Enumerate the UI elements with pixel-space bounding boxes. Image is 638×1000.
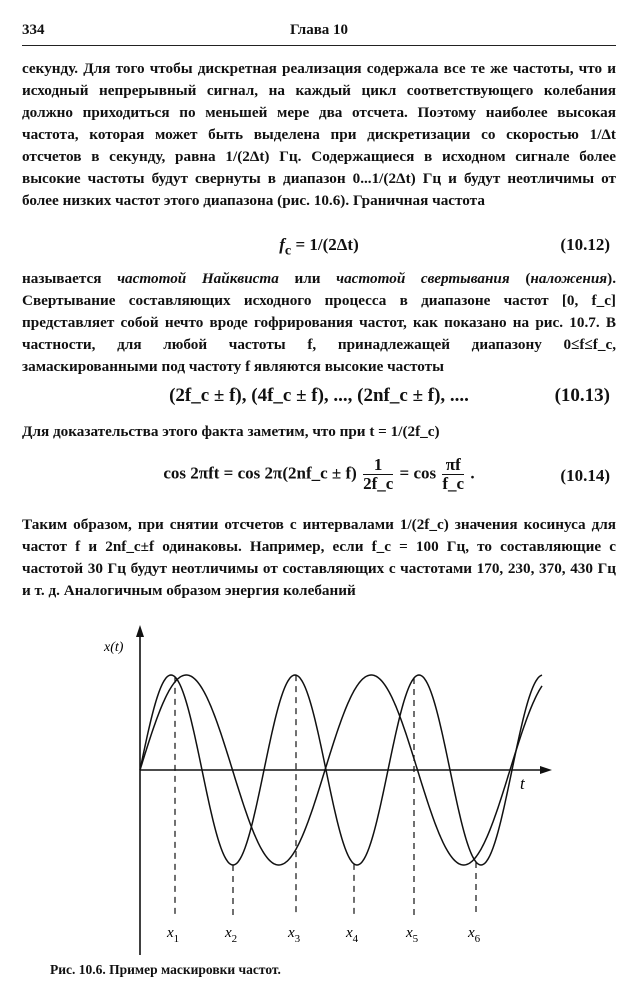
sample-markers bbox=[166, 675, 481, 945]
p2-text-c: ( bbox=[509, 270, 531, 287]
frac1-numerator: 1 bbox=[363, 456, 393, 475]
equation-10-14 bbox=[22, 452, 616, 500]
figure-caption: Рис. 10.6. Пример маскировки частот. bbox=[50, 962, 281, 977]
aliasing-figure bbox=[100, 625, 560, 955]
equation-10-12-tag: (10.12) bbox=[560, 235, 610, 254]
equation-10-14-end: . bbox=[470, 463, 475, 483]
paragraph-2 bbox=[22, 268, 616, 378]
equation-10-12-body bbox=[22, 235, 616, 259]
equation-10-14-frac2 bbox=[442, 456, 464, 493]
frac2-denominator: f_c bbox=[442, 474, 465, 493]
y-axis-arrow bbox=[136, 625, 144, 637]
equation-10-12-lhs-sub: c bbox=[284, 242, 292, 259]
equation-10-14-tag: (10.14) bbox=[560, 466, 610, 485]
frac2-numerator: πf bbox=[442, 456, 464, 475]
y-axis-label: x(t) bbox=[104, 640, 124, 655]
sample-label: $x_3$ bbox=[288, 925, 301, 945]
equation-10-14-mid: = cos bbox=[399, 463, 437, 483]
term-nyquist: частотой Найквиста bbox=[117, 270, 279, 287]
equation-10-14-frac1 bbox=[363, 456, 393, 493]
frac1-denominator: 2f_c bbox=[363, 474, 394, 493]
paragraph-3: Для доказательства этого факта заметим, что при t = 1/(2f_c) bbox=[22, 423, 440, 440]
x-axis-arrow bbox=[540, 766, 552, 774]
term-folding: частотой свертывания bbox=[336, 270, 510, 287]
sample-label-subscript: 3 bbox=[294, 933, 301, 945]
sample-label-subscript: 1 bbox=[173, 933, 180, 945]
p2-text-a: называется bbox=[22, 270, 118, 287]
sample-label-subscript: 4 bbox=[352, 933, 359, 945]
sample-label-subscript: 6 bbox=[474, 933, 481, 945]
equation-10-12 bbox=[22, 235, 616, 263]
equation-10-14-body bbox=[22, 456, 616, 493]
equation-10-13 bbox=[22, 385, 616, 413]
sample-label: $x_2$ bbox=[225, 925, 238, 945]
sample-label-subscript: 2 bbox=[231, 933, 238, 945]
paragraph-4: Таким образом, при снятии отсчетов с интервалами 1/(2f_c) значения косинуса для частот f и 2nf_c±f одинаковы. Например, если f_c = 100 Гц, то составляющие с частотой 30 Гц будут неотличимы от составляющих с частотами 170, 230, 370, 430 Гц и т. д. Аналогичным образом энергия колебаний bbox=[22, 516, 616, 599]
sample-label: $x_6$ bbox=[468, 925, 481, 945]
sample-label: $x_5$ bbox=[406, 925, 419, 945]
x-axis-label: t bbox=[520, 774, 525, 793]
equation-10-14-left: cos 2πft = cos 2π(2nf_c ± f) bbox=[163, 463, 357, 483]
page-number: 334 bbox=[22, 22, 45, 38]
p2-text-d: ). Свертывание составляющих исходного процесса в диапазоне частот [0, f_c] представляет собой нечто вроде гофрирования частот, как показано на рис. 10.7. В частности, для любой частоты f, принадлежащей диапазону 0≤f≤f_c, замаскированными под частоту f являются высокие частоты bbox=[22, 270, 616, 375]
page-header bbox=[22, 22, 616, 44]
equation-10-12-lhs: f bbox=[279, 235, 285, 254]
equation-10-12-rhs: = 1/(2Δt) bbox=[295, 235, 359, 254]
term-aliasing: наложения bbox=[530, 270, 608, 287]
paragraph-1: секунду. Для того чтобы дискретная реализация содержала все те же частоты, что и исходный непрерывный сигнал, на каждый цикл соответствующего колебания должно приходиться по меньшей мере два отсчета. Поэтому наиболее высокая частота, которая может быть выделена при дискретизации со скоростью 1/Δt отсчетов в секунду, равна 1/(2Δt) Гц. Содержащиеся в исходном сигнале более высокие частоты будут свернуты в диапазон 0...1/(2Δt) Гц и будут неотличимы от более низких частот этого диапазона (рис. 10.6). Граничная частота bbox=[22, 60, 616, 209]
equation-10-13-body: (2f_c ± f), (4f_c ± f), ..., (2nf_c ± f), .... bbox=[169, 385, 469, 406]
header-rule bbox=[22, 45, 616, 46]
chapter-title: Глава 10 bbox=[289, 22, 349, 38]
p2-text-b: или bbox=[278, 270, 337, 287]
sample-label-subscript: 5 bbox=[412, 933, 419, 945]
sample-label: $x_1$ bbox=[167, 925, 180, 945]
sample-label: $x_4$ bbox=[346, 925, 359, 945]
equation-10-13-tag: (10.13) bbox=[554, 385, 610, 406]
